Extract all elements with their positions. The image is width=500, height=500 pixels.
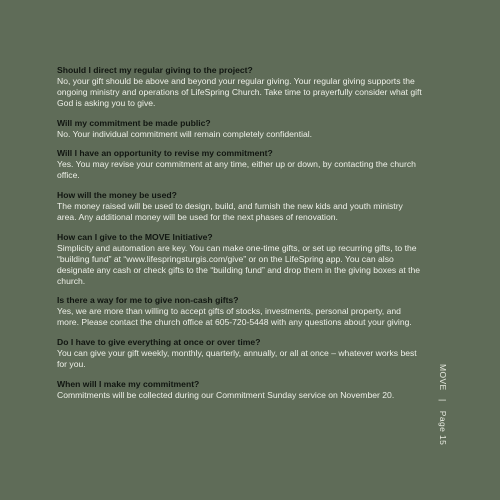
faq-answer: The money raised will be used to design, build, and furnish the new kids and youth ministry area. Any additional money will be used for the next phases of renovation. (57, 201, 403, 222)
faq-item (57, 65, 422, 109)
faq-answer: No. Your individual commitment will remain completely confidential. (57, 128, 313, 139)
faq-answer: Yes. You may revise your commitment at any time, either up or down, by contacting the church office. (57, 159, 416, 181)
faq-question: Do I have to give everything at once or over time? (57, 337, 261, 348)
faq-list (57, 65, 422, 410)
faq-item (57, 148, 422, 181)
brand-label: MOVE (438, 364, 448, 391)
faq-item (57, 295, 422, 328)
faq-answer: Simplicity and automation are key. You can make one-time gifts, or set up recurring gifts, to the “building fund” at “www.lifespringsturgis.com/give” or on the LifeSpring app. You can also designate any cash or check gifts to the “building fund” and drop them in the giving boxes at the church. (57, 242, 421, 286)
footer-separator: | (438, 399, 448, 403)
faq-answer: Yes, we are more than willing to accept gifts of stocks, investments, personal property, and more. Please contact the church office at 605-720-5448 with any questions about your giving. (57, 306, 412, 328)
faq-answer: Commitments will be collected during our Commitment Sunday service on November 20. (57, 389, 395, 400)
faq-question: Will my commitment be made public? (57, 117, 211, 128)
page-footer (438, 364, 448, 445)
faq-question: Will I have an opportunity to revise my commitment? (57, 148, 273, 159)
faq-question: How can I give to the MOVE Initiative? (57, 231, 213, 242)
faq-item (57, 337, 422, 370)
faq-item (57, 118, 422, 140)
faq-item (57, 379, 422, 401)
faq-question: How will the money be used? (57, 190, 177, 201)
faq-question: Should I direct my regular giving to the project? (57, 65, 253, 75)
faq-question: Is there a way for me to give non-cash gifts? (57, 295, 239, 306)
faq-item (57, 190, 422, 223)
faq-answer: You can give your gift weekly, monthly, quarterly, annually, or all at once – whatever works best for you. (57, 348, 417, 369)
faq-answer: No, your gift should be above and beyond your regular giving. Your regular giving supports the ongoing ministry and operations of LifeSpring Church. Take time to prayerfully consider what gift God is asking you to give. (57, 75, 422, 108)
faq-item (57, 232, 422, 287)
faq-question: When will I make my commitment? (57, 378, 200, 389)
page-number: Page 15 (438, 410, 448, 446)
